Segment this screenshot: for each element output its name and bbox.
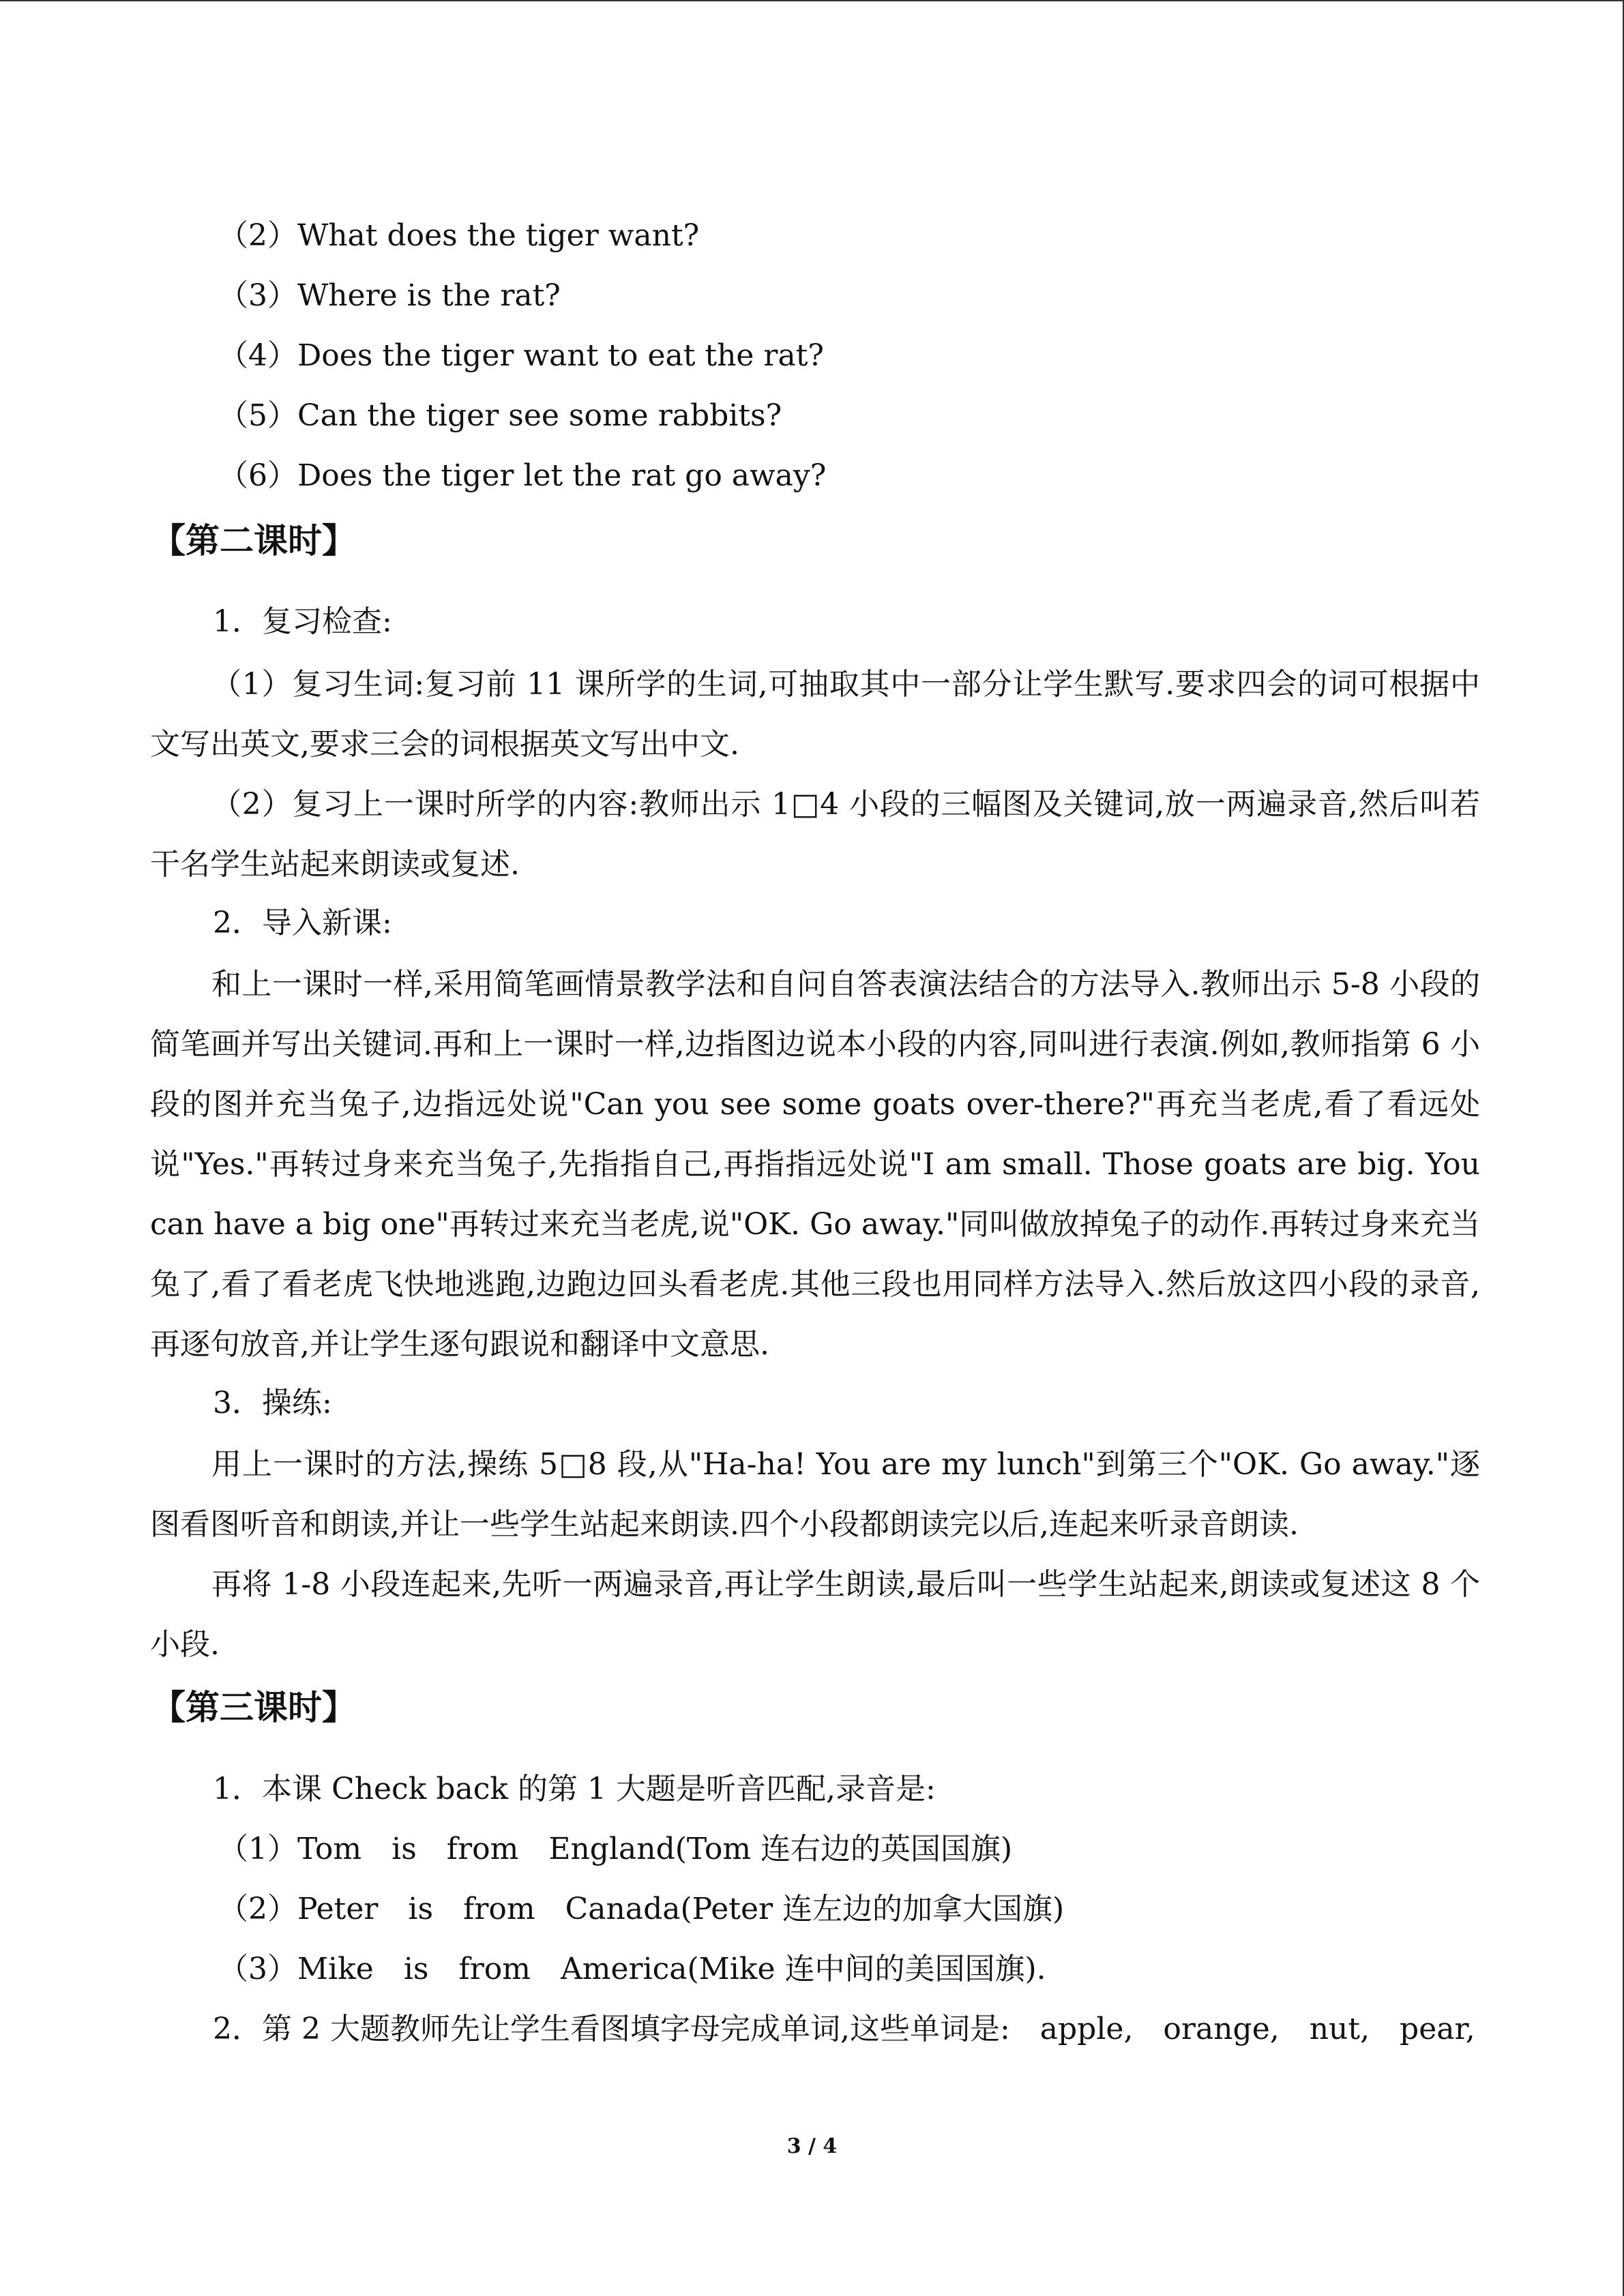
- lesson2-step2-para: 和上一课时一样,采用简笔画情景教学法和自问自答表演法结合的方法导入.教师出示 5-8 小段的简笔画并写出关键词.再和上一课时一样,边指图边说本小段的内容,同叫进行表演.例如,教师指第 6 小段的图并充当兔子,边指远处说"Can you see some goats over-there?"再充当老虎,看了看远处说"Yes."再转过身来充当兔子,先指指自己,再指指远处说"I am small. Those goats are big. You can have a big one"再转过来充当老虎,说"OK. Go away."同叫做放掉兔子的动作.再转过身来充当兔了,看了看老虎飞快地逃跑,边跑边回头看老虎.其他三段也用同样方法导入.然后放这四小段的录音,再逐句放音,并让学生逐句跟说和翻译中文意思.: [150, 967, 1480, 1362]
- lesson2-step3-para2: 再将 1-8 小段连起来,先听一两遍录音,再让学生朗读,最后叫一些学生站起来,朗读或复述这 8 个小段.: [150, 1567, 1480, 1662]
- lesson3-item2-title: 2．第 2 大题教师先让学生看图填字母完成单词,这些单词是: apple, orange, nut, pear,: [213, 2012, 1475, 2046]
- lesson2-step1-para1: （1）复习生词:复习前 11 课所学的生词,可抽取其中一部分让学生默写.要求四会的词可根据中文写出英文,要求三会的词根据英文写出中文.: [150, 667, 1480, 762]
- lesson2-step1-title: 1．复习检查:: [213, 604, 392, 639]
- lesson2-step1-para2: （2）复习上一课时所学的内容:教师出示 1□4 小段的三幅图及关键词,放一两遍录音,然后叫若干名学生站起来朗读或复述.: [150, 787, 1480, 882]
- page-number: 3 / 4: [786, 2134, 838, 2158]
- lesson3-item1-line2: （2）Peter is from Canada(Peter 连左边的加拿大国旗): [218, 1892, 1065, 1926]
- question-5: （5）Can the tiger see some rabbits?: [218, 398, 782, 433]
- question-3: （3）Where is the rat?: [218, 278, 561, 313]
- page-top-border: [0, 0, 1624, 1]
- lesson3-item1-line1: （1）Tom is from England(Tom 连右边的英国国旗): [218, 1832, 1013, 1866]
- question-4: （4）Does the tiger want to eat the rat?: [218, 338, 824, 373]
- lesson2-step3-title: 3．操练:: [213, 1386, 332, 1420]
- question-2: （2）What does the tiger want?: [218, 218, 700, 253]
- lesson2-step2-title: 2．导入新课:: [213, 906, 392, 940]
- lesson3-item1-title: 1．本课 Check back 的第 1 大题是听音匹配,录音是:: [213, 1772, 936, 1806]
- lesson2-heading: 【第二课时】: [151, 521, 356, 561]
- lesson3-item1-line3: （3）Mike is from America(Mike 连中间的美国国旗).: [218, 1952, 1046, 1986]
- lesson3-heading: 【第三课时】: [151, 1688, 356, 1727]
- lesson2-step3-para1: 用上一课时的方法,操练 5□8 段,从"Ha-ha! You are my lunch"到第三个"OK. Go away."逐图看图听音和朗读,并让一些学生站起来朗读.四个小段都朗读完以后,连起来听录音朗读.: [150, 1447, 1480, 1542]
- question-6: （6）Does the tiger let the rat go away?: [218, 458, 827, 493]
